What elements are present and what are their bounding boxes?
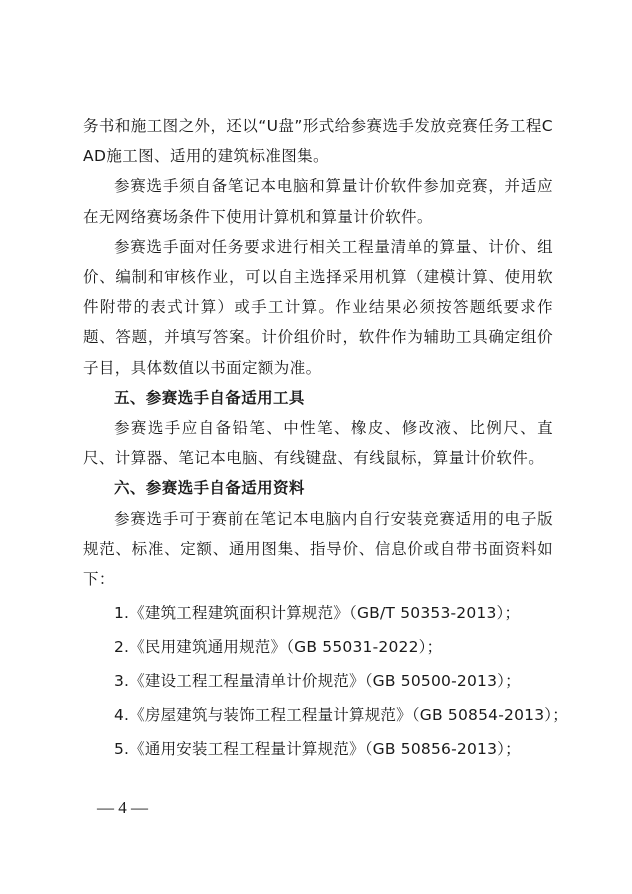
paragraph-tools-list: 参赛选手应自备铅笔、中性笔、橡皮、修改液、比例尺、直尺、计算器、笔记本电脑、有线键盘、有线鼠标，算量计价软件。 bbox=[83, 419, 553, 468]
paragraph-laptop-requirement: 参赛选手须自备笔记本电脑和算量计价软件参加竞赛，并适应在无网络赛场条件下使用计算机和算量计价软件。 bbox=[83, 177, 553, 226]
page-number: — 4 — bbox=[97, 798, 148, 817]
reference-item: 5.《通用安装工程工程量计算规范》（GB 50856-2013）； bbox=[114, 740, 521, 759]
section-heading-materials: 六、参赛选手自备适用资料 bbox=[114, 479, 305, 498]
section-heading-tools: 五、参赛选手自备适用工具 bbox=[114, 388, 305, 407]
paragraph-task-requirements: 参赛选手面对任务要求进行相关工程量清单的算量、计价、组价、编制和审核作业，可以自主选择采用机算（建模计算、使用软件附带的表式计算）或手工计算。作业结果必须按答题纸要求作题、答题，并填写答案。计价组价时，软件作为辅助工具确定组价子目，具体数值以书面定额为准。 bbox=[83, 237, 553, 377]
body-text bbox=[83, 111, 568, 766]
reference-item: 4.《房屋建筑与装饰工程工程量计算规范》（GB 50854-2013）； bbox=[114, 706, 568, 725]
paragraph-materials-intro: 参赛选手可于赛前在笔记本电脑内自行安装竞赛适用的电子版规范、标准、定额、通用图集、指导价、信息价或自带书面资料如下： bbox=[83, 509, 553, 589]
reference-item: 2.《民用建筑通用规范》（GB 55031-2022）； bbox=[114, 638, 443, 657]
reference-item: 3.《建设工程工程量清单计价规范》（GB 50500-2013）； bbox=[114, 672, 521, 691]
paragraph-continuation: 务书和施工图之外，还以“U盘”形式给参赛选手发放竞赛任务工程CAD施工图、适用的建筑标准图集。 bbox=[83, 117, 553, 166]
reference-item: 1.《建筑工程建筑面积计算规范》（GB/T 50353-2013）； bbox=[114, 604, 521, 623]
reference-list bbox=[83, 596, 568, 766]
